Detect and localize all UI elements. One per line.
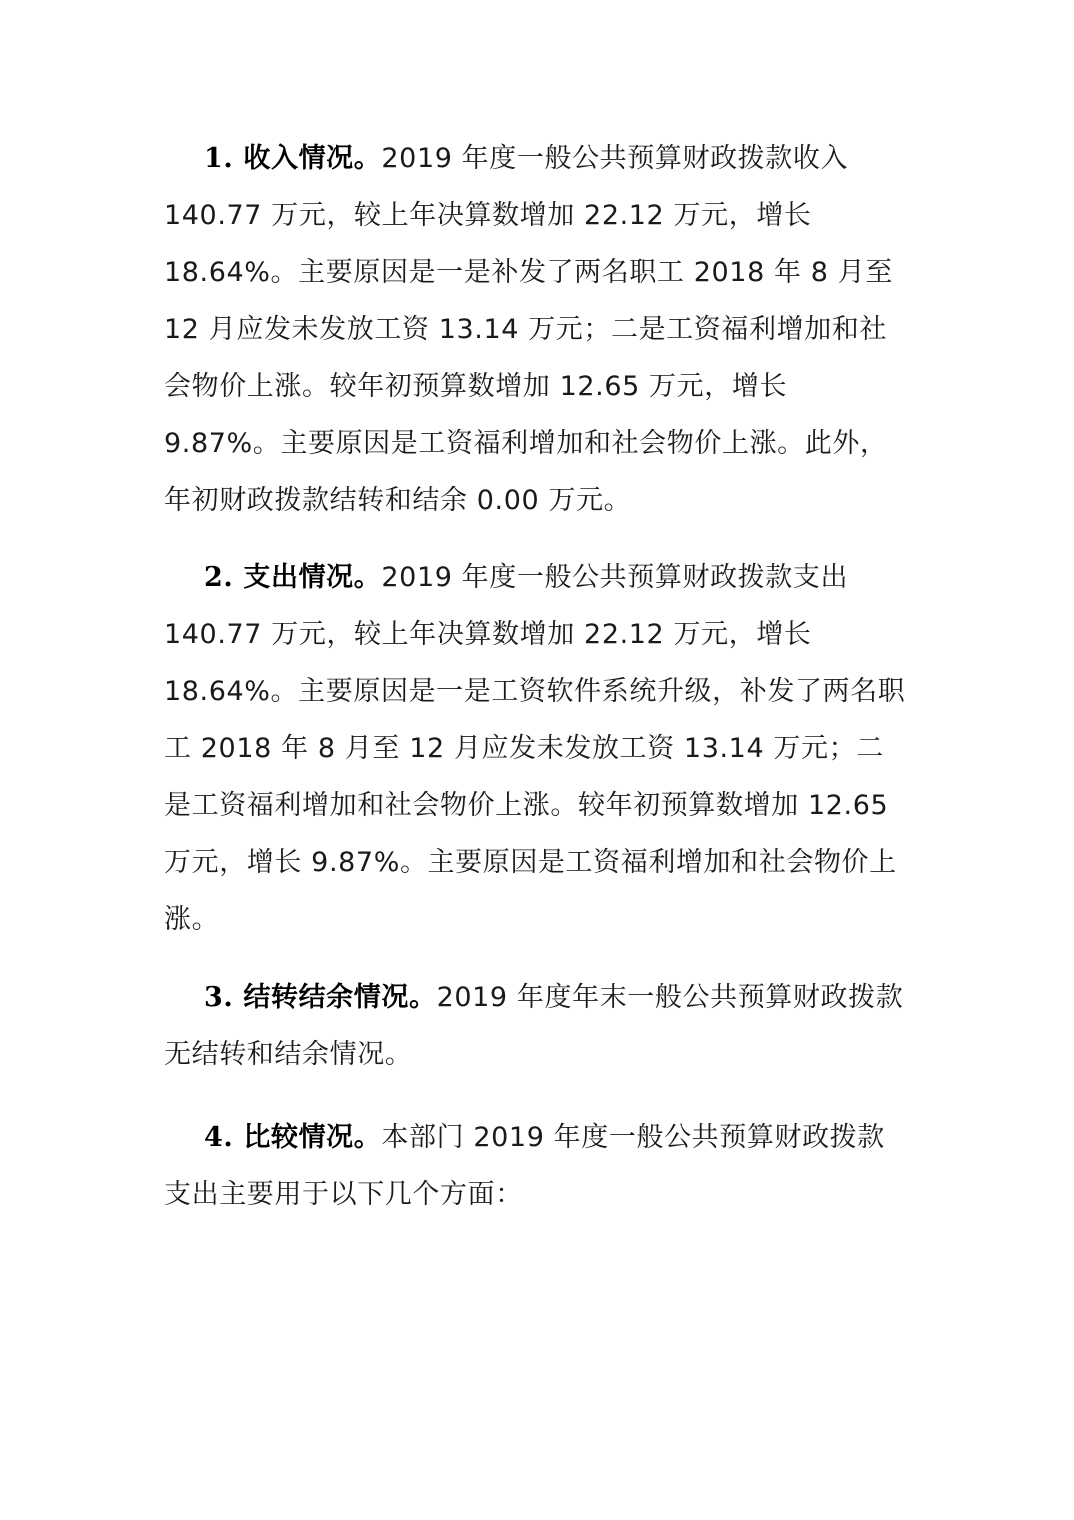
paragraph-body: 2019 年度一般公共预算财政拨款收入 140.77 万元，较上年决算数增加 22.12 万元，增长 18.64%。主要原因是一是补发了两名职工 2018 年 8 月至 12 月应发未发放工资 13.14 万元；二是工资福利增加和社会物价上涨。较年初预算数增加 12.65 万元，增长 9.87%。主要原因是工资福利增加和社会物价上涨。此外，年初财政拨款结转和结余 0.00 万元。 xyxy=(164,143,893,516)
paragraph-body: 2019 年度一般公共预算财政拨款支出 140.77 万元，较上年决算数增加 22.12 万元，增长 18.64%。主要原因是一是工资软件系统升级，补发了两名职工 2018 年 8 月至 12 月应发未发放工资 13.14 万元；二是工资福利增加和社会物价上涨。较年初预算数增加 12.65 万元，增长 9.87%。主要原因是工资福利增加和社会物价上涨。 xyxy=(164,562,906,935)
paragraph-expenditure xyxy=(164,549,908,948)
paragraph-heading: 4. 比较情况。 xyxy=(204,1122,382,1153)
paragraph-comparison xyxy=(164,1109,908,1223)
paragraph-carryover xyxy=(164,969,908,1083)
paragraph-heading: 2. 支出情况。 xyxy=(204,562,382,593)
paragraph-heading: 3. 结转结余情况。 xyxy=(204,982,437,1013)
paragraph-body: 2019 年度年末一般公共预算财政拨款无结转和结余情况。 xyxy=(164,982,904,1070)
paragraph-body: 本部门 2019 年度一般公共预算财政拨款支出主要用于以下几个方面： xyxy=(164,1122,885,1210)
paragraph-heading: 1. 收入情况。 xyxy=(204,143,382,174)
paragraph-income xyxy=(164,130,908,529)
